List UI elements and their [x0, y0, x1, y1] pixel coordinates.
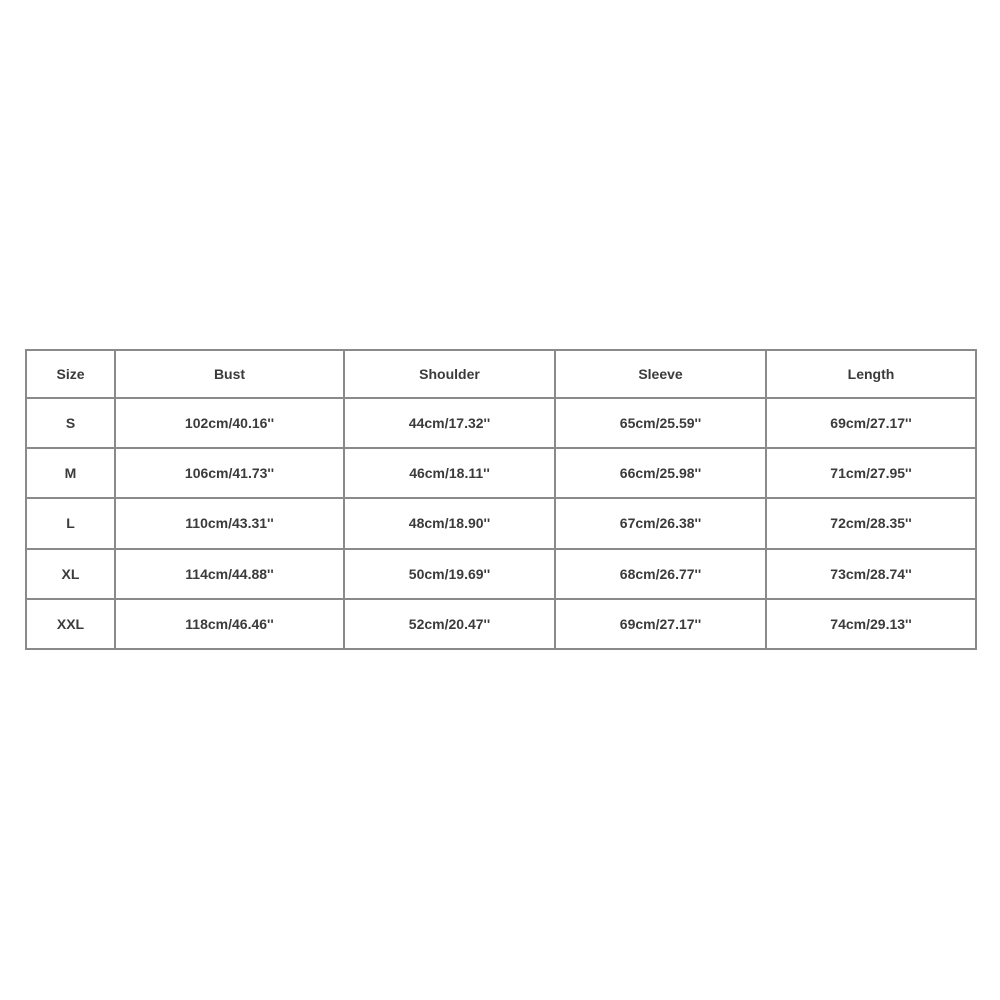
- cell-sleeve: 68cm/26.77'': [555, 549, 766, 599]
- cell-shoulder: 52cm/20.47'': [344, 599, 555, 649]
- cell-bust: 114cm/44.88'': [115, 549, 344, 599]
- cell-sleeve: 65cm/25.59'': [555, 398, 766, 448]
- cell-bust: 110cm/43.31'': [115, 498, 344, 548]
- cell-sleeve: 67cm/26.38'': [555, 498, 766, 548]
- cell-length: 72cm/28.35'': [766, 498, 976, 548]
- header-length: Length: [766, 350, 976, 398]
- cell-size: XL: [26, 549, 115, 599]
- cell-bust: 102cm/40.16'': [115, 398, 344, 448]
- table-row: [26, 549, 976, 599]
- cell-sleeve: 69cm/27.17'': [555, 599, 766, 649]
- cell-bust: 118cm/46.46'': [115, 599, 344, 649]
- cell-shoulder: 44cm/17.32'': [344, 398, 555, 448]
- cell-sleeve: 66cm/25.98'': [555, 448, 766, 498]
- cell-shoulder: 50cm/19.69'': [344, 549, 555, 599]
- table-row: [26, 498, 976, 548]
- cell-size: M: [26, 448, 115, 498]
- header-sleeve: Sleeve: [555, 350, 766, 398]
- header-size: Size: [26, 350, 115, 398]
- cell-shoulder: 48cm/18.90'': [344, 498, 555, 548]
- cell-bust: 106cm/41.73'': [115, 448, 344, 498]
- cell-size: S: [26, 398, 115, 448]
- cell-length: 74cm/29.13'': [766, 599, 976, 649]
- table-header-row: [26, 350, 976, 398]
- cell-length: 73cm/28.74'': [766, 549, 976, 599]
- header-shoulder: Shoulder: [344, 350, 555, 398]
- table-row: [26, 599, 976, 649]
- header-bust: Bust: [115, 350, 344, 398]
- cell-size: L: [26, 498, 115, 548]
- cell-length: 71cm/27.95'': [766, 448, 976, 498]
- table-row: [26, 398, 976, 448]
- size-chart-table: [25, 349, 977, 650]
- cell-size: XXL: [26, 599, 115, 649]
- cell-shoulder: 46cm/18.11'': [344, 448, 555, 498]
- table-row: [26, 448, 976, 498]
- cell-length: 69cm/27.17'': [766, 398, 976, 448]
